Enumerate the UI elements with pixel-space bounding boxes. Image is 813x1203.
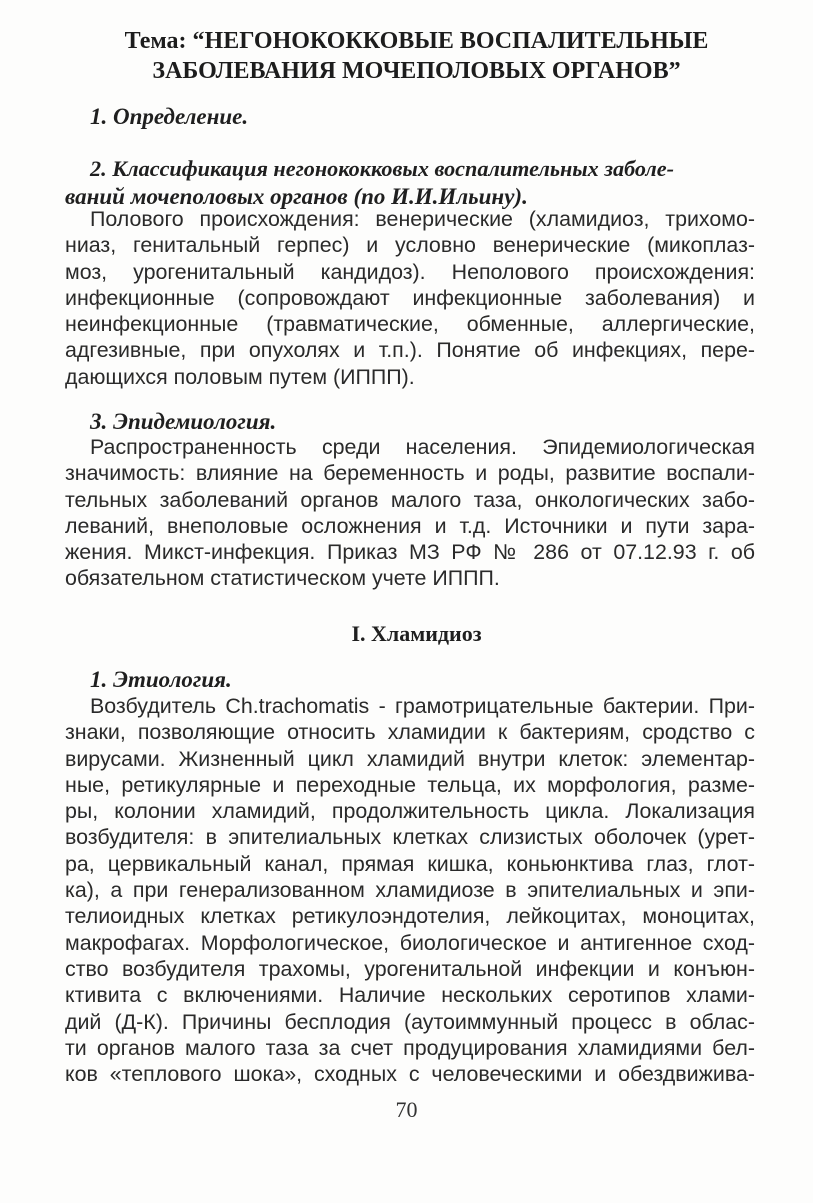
paragraph-line: ры, колонии хламидий, продолжительность цикла. Локализация <box>65 799 755 824</box>
epidemiology-paragraph <box>65 434 755 592</box>
paragraph-line: тельных заболеваний органов малого таза, онкологических забо- <box>65 487 755 512</box>
paragraph-line: ков «теплового шока», сходных с человеческими и обездвижива- <box>65 1062 755 1087</box>
paragraph-line: Полового происхождения: венерические (хламидиоз, трихомо- <box>90 207 755 231</box>
paragraph-line: ктивита с включениями. Наличие нескольких серотипов хлами- <box>65 983 755 1008</box>
paragraph-line: обязательном статистическом учете ИППП. <box>65 566 500 591</box>
paragraph-line: дий (Д-К). Причины бесплодия (аутоиммунный процесс в облас- <box>65 1009 755 1034</box>
page-title <box>60 26 773 86</box>
paragraph-line: Распространенность среди населения. Эпидемиологическая <box>90 435 755 459</box>
classification-heading <box>65 155 755 211</box>
epidemiology-heading: 3. Эпидемиология. <box>90 409 277 434</box>
paragraph-line: вирусами. Жизненный цикл хламидий внутри клеток: элементар- <box>65 746 755 771</box>
paragraph-line: ти органов малого таза за счет продуцирования хламидиями бел- <box>65 1035 755 1060</box>
etiology-heading: 1. Этиология. <box>90 667 232 692</box>
paragraph-line: ниаз, генитальный герпес) и условно венерические (микоплаз- <box>65 233 755 258</box>
paragraph-line: жения. Микст-инфекция. Приказ МЗ РФ № 286 от 07.12.93 г. об <box>65 540 755 565</box>
paragraph-line: Возбудитель Ch.trachomatis - грамотрицательные бактерии. При- <box>90 694 755 718</box>
classification-heading-line-1: 2. Классификация негонококковых воспалительных заболе- <box>90 156 675 181</box>
paragraph-line: ные, ретикулярные и переходные тельца, их морфология, разме- <box>65 772 755 797</box>
page-number: 70 <box>395 1097 418 1122</box>
paragraph-line: возбудителя: в эпителиальных клетках слизистых оболочек (урет- <box>65 825 755 850</box>
paragraph-line: ка), а при генерализованном хламидиозе в эпителиальных и эпи- <box>65 878 755 903</box>
paragraph-line: адгезивные, при опухолях и т.п.). Понятие об инфекциях, пере- <box>65 338 755 363</box>
paragraph-line: инфекционные (сопровождают инфекционные заболевания) и <box>65 285 755 310</box>
chlamydiosis-heading: I. Хламидиоз <box>351 621 482 646</box>
classification-paragraph <box>65 206 755 390</box>
paragraph-line: леваний, внеполовые осложнения и т.д. Источники и пути зара- <box>65 513 755 538</box>
paragraph-line: телиоидных клетках ретикулоэндотелия, лейкоцитах, моноцитах, <box>65 904 755 929</box>
paragraph-line: знаки, позволяющие относить хламидии к бактериям, сродство с <box>65 720 755 745</box>
title-line-1: Тема: “НЕГОНОКОККОВЫЕ ВОСПАЛИТЕЛЬНЫЕ <box>124 28 709 54</box>
paragraph-line: ство возбудителя трахомы, урогенитальной инфекции и конъюн- <box>65 956 755 981</box>
paragraph-line: значимость: влияние на беременность и роды, развитие воспали- <box>65 461 755 486</box>
classification-heading-line-2: ваний мочеполовых органов (по И.И.Ильину). <box>65 184 528 209</box>
paragraph-line: моз, урогенитальный кандидоз). Неполового происхождения: <box>65 259 755 284</box>
paragraph-line: дающихся половым путем (ИППП). <box>65 364 415 389</box>
etiology-paragraph <box>65 693 755 1087</box>
paragraph-line: неинфекционные (травматические, обменные, аллергические, <box>65 312 755 337</box>
definition-heading: 1. Определение. <box>90 104 249 129</box>
paragraph-line: макрофагах. Морфологическое, биологическое и антигенное сход- <box>65 930 755 955</box>
paragraph-line: ра, цервикальный канал, прямая кишка, коньюнктива глаз, глот- <box>65 851 755 876</box>
title-line-2: ЗАБОЛЕВАНИЯ МОЧЕПОЛОВЫХ ОРГАНОВ” <box>152 58 681 84</box>
